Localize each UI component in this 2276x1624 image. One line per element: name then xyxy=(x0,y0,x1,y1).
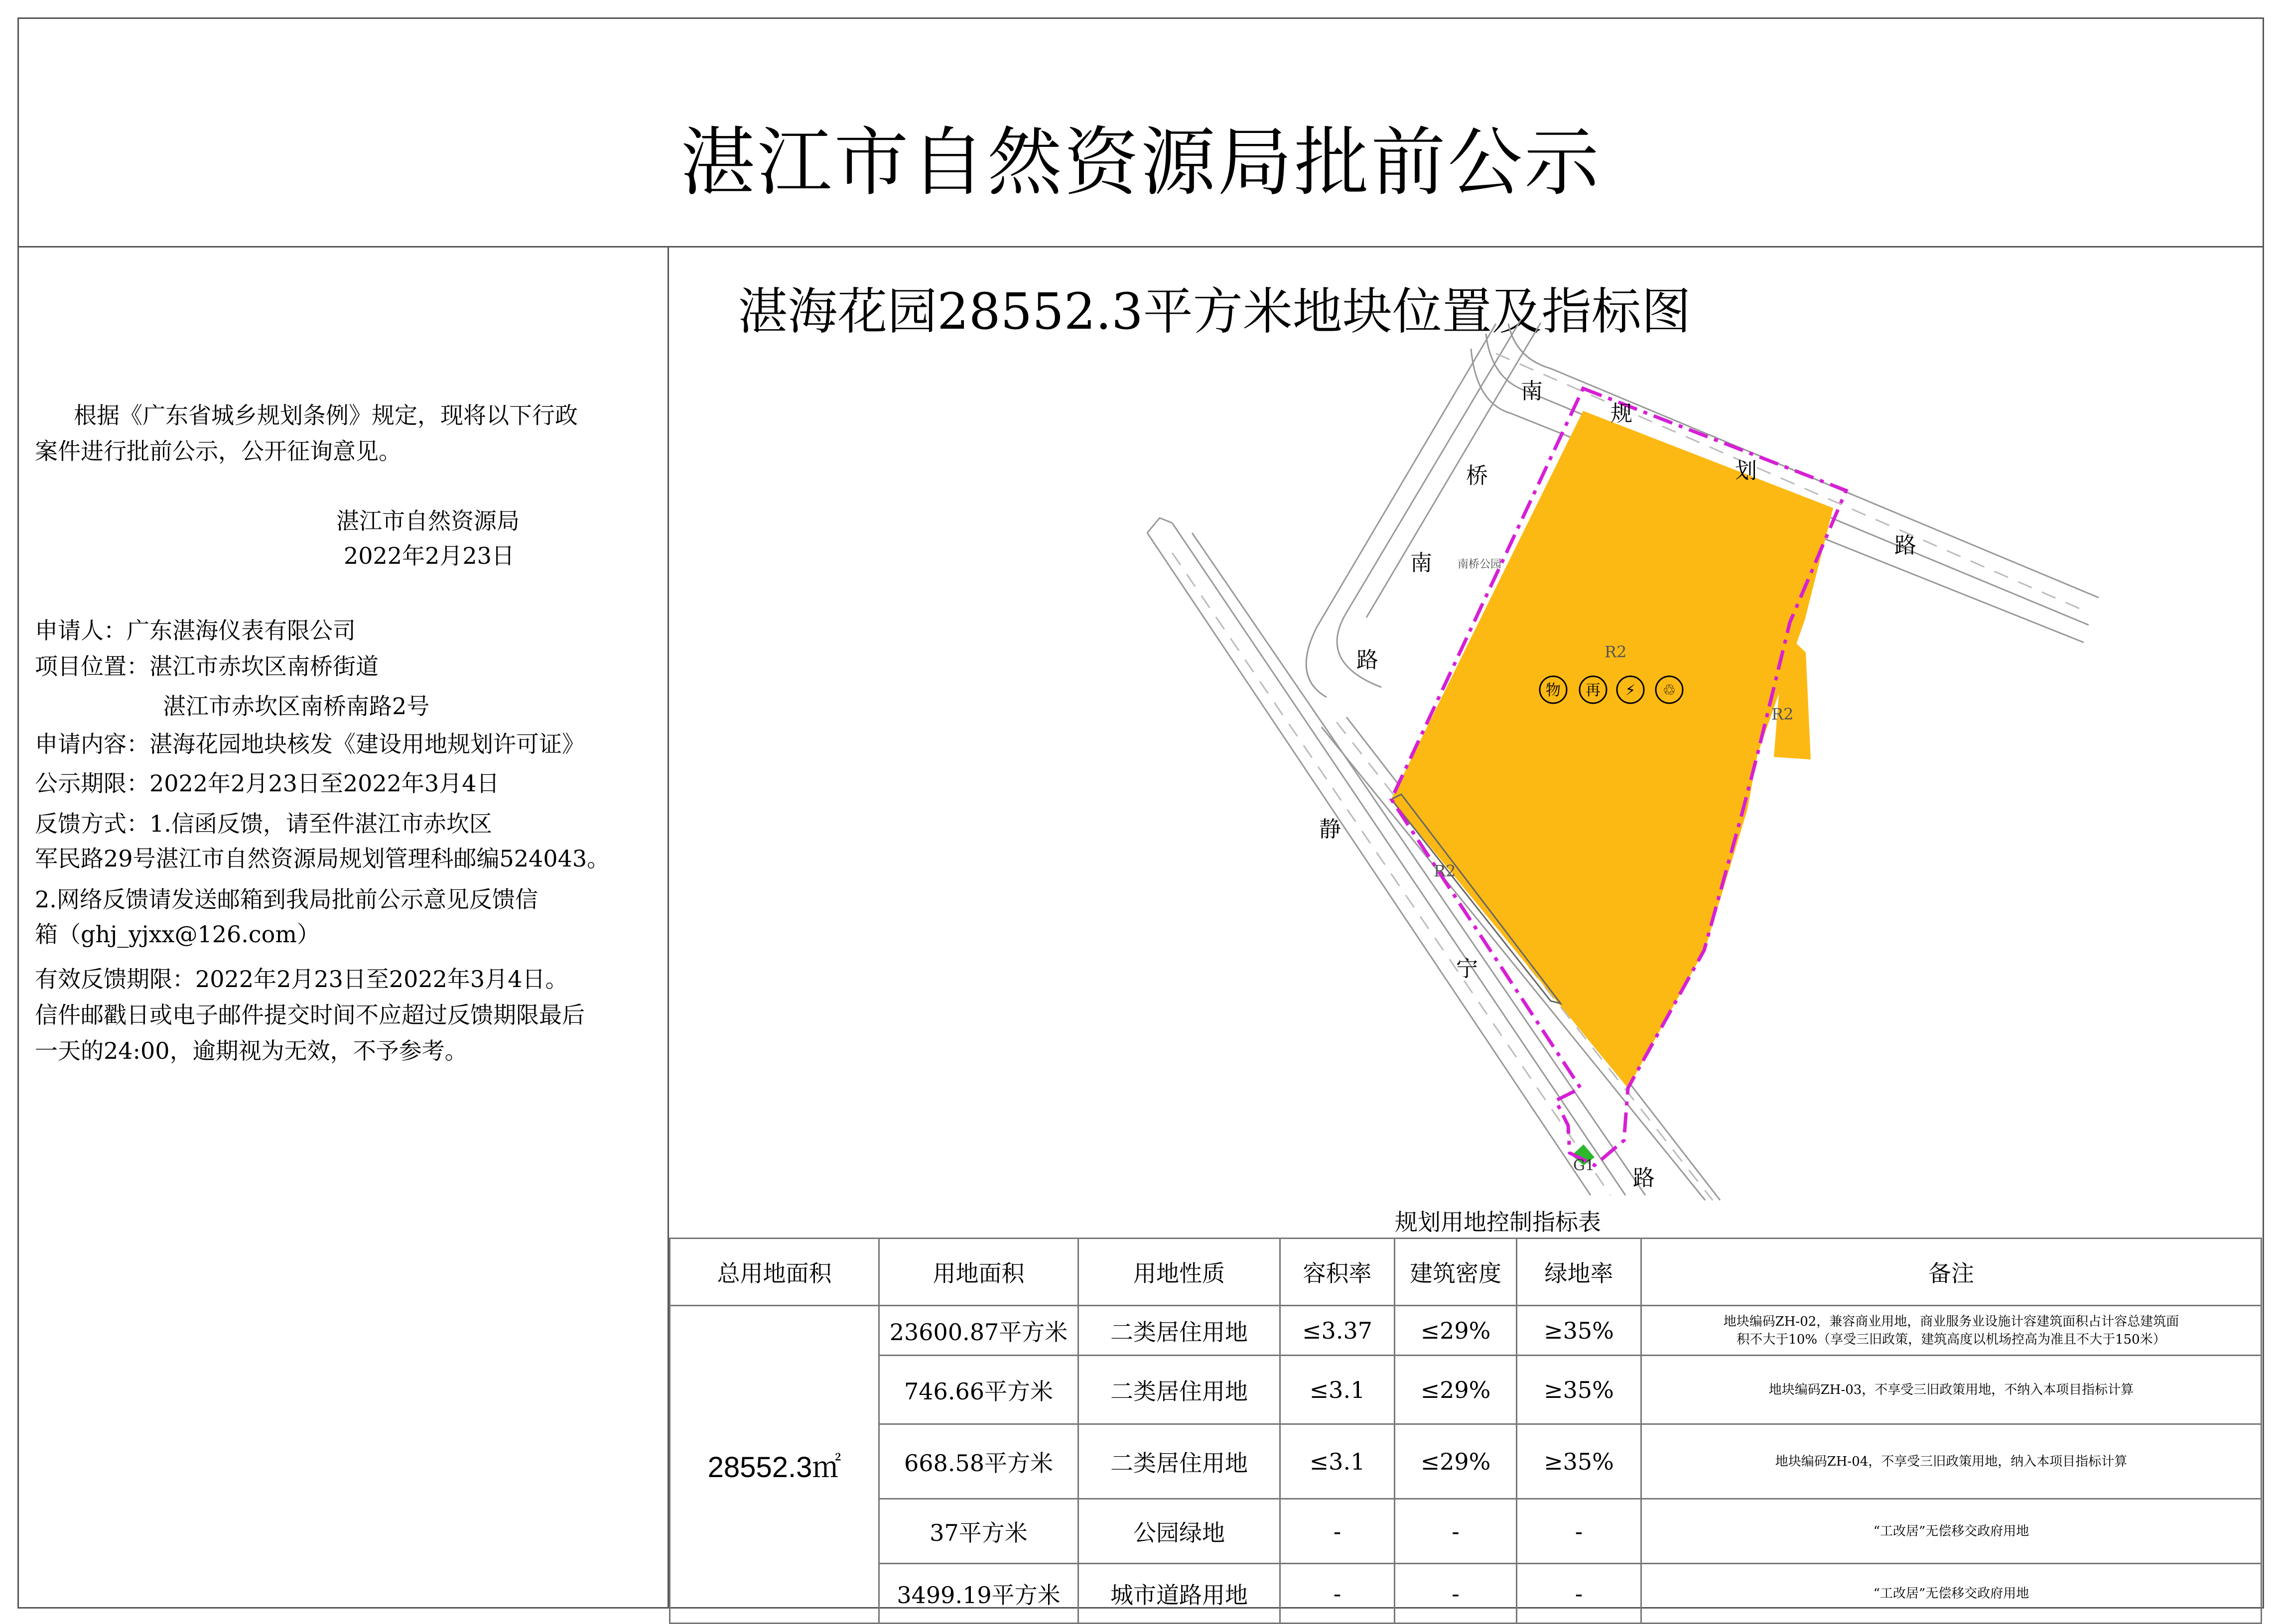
park-label: 南桥公园 xyxy=(1458,558,1502,571)
density-cell: ≤29% xyxy=(1395,1424,1517,1499)
remarks-cell: 地块编码ZH-04，不享受三旧政策用地，纳入本项目指标计算 xyxy=(1641,1424,2262,1499)
road-label-lu3: 路 xyxy=(1633,1165,1655,1191)
table-row xyxy=(670,1306,2262,1356)
table-row xyxy=(670,1424,2262,1499)
zone-label-strip: R2 xyxy=(1434,862,1456,880)
notice-intro-line2: 案件进行批前公示，公开征询意见。 xyxy=(35,438,402,465)
parcel-zh02 xyxy=(1391,411,1833,1088)
remarks-line: 积不大于10%（享受三旧政策，建筑高度以机场控高为准且不大于150米） xyxy=(1737,1332,2166,1347)
far-cell: - xyxy=(1280,1499,1395,1564)
area-cell: 668.58平方米 xyxy=(879,1424,1078,1499)
road-label-ning: 宁 xyxy=(1456,956,1478,982)
zone-label-main: R2 xyxy=(1605,642,1627,661)
road-label-nan1: 南 xyxy=(1521,378,1543,404)
notice-date: 2022年2月23日 xyxy=(344,542,515,569)
deadline-rule-cont: 一天的24:00，逾期视为无效，不予参考。 xyxy=(35,1037,468,1064)
density-cell: ≤29% xyxy=(1395,1306,1517,1356)
far-cell: ≤3.1 xyxy=(1280,1424,1395,1499)
notice-period: 公示期限：2022年2月23日至2022年3月4日 xyxy=(35,770,500,797)
road-label-gui: 规 xyxy=(1610,401,1632,426)
feedback-deadline: 有效反馈期限：2022年2月23日至2022年3月4日。 xyxy=(35,966,568,993)
land-use-cell: 二类居住用地 xyxy=(1078,1424,1280,1499)
feedback-email-line: 2.网络反馈请发送邮箱到我局批前公示意见反馈信 xyxy=(35,886,538,913)
road-label-qiao: 桥 xyxy=(1466,463,1488,489)
remarks-cell: “工改居”无偿移交政府用地 xyxy=(1641,1564,2262,1624)
area-cell: 746.66平方米 xyxy=(879,1356,1078,1424)
far-cell: ≤3.1 xyxy=(1280,1356,1395,1424)
feedback-method: 反馈方式：1.信函反馈，请至件湛江市赤坎区 xyxy=(35,810,492,837)
land-use-cell: 二类居住用地 xyxy=(1078,1356,1280,1424)
land-use-cell: 二类居住用地 xyxy=(1078,1306,1280,1356)
svg-text:再: 再 xyxy=(1586,682,1601,699)
svg-text:⚡: ⚡ xyxy=(1625,682,1636,699)
control-indicator-table xyxy=(669,1238,2262,1624)
land-use-cell: 城市道路用地 xyxy=(1078,1564,1280,1624)
road-label-hua: 划 xyxy=(1735,458,1757,484)
green-ratio-cell: ≥35% xyxy=(1517,1306,1641,1356)
green-ratio-cell: ≥35% xyxy=(1517,1356,1641,1424)
page-title: 湛江市自然资源局批前公示 xyxy=(680,120,1601,206)
notice-issuer: 湛江市自然资源局 xyxy=(336,507,520,534)
applicant: 申请人：广东湛海仪表有限公司 xyxy=(35,617,356,644)
application-content: 申请内容：湛海花园地块核发《建设用地规划许可证》 xyxy=(35,731,585,757)
map-title: 湛海花园28552.3平方米地块位置及指标图 xyxy=(738,282,1691,341)
green-ratio-cell: ≥35% xyxy=(1517,1424,1641,1499)
road-label-lu2: 路 xyxy=(1894,533,1916,558)
header-green-ratio: 绿地率 xyxy=(1517,1239,1641,1306)
notice-intro-line1: 根据《广东省城乡规划条例》规定，现将以下行政 xyxy=(74,402,578,429)
header-area: 用地面积 xyxy=(879,1239,1078,1306)
green-ratio-cell: - xyxy=(1517,1564,1641,1624)
feedback-address: 军民路29号湛江市自然资源局规划管理科邮编524043。 xyxy=(35,845,610,872)
zone-label-east: R2 xyxy=(1771,705,1794,724)
area-cell: 3499.19平方米 xyxy=(879,1564,1078,1624)
density-cell: - xyxy=(1395,1564,1517,1624)
remarks-line: 地块编码ZH-02，兼容商业用地，商业服务业设施计容建筑面积占计容总建筑面 xyxy=(1723,1314,2179,1329)
project-location-detail: 湛江市赤坎区南桥南路2号 xyxy=(163,693,430,720)
header-density: 建筑密度 xyxy=(1395,1239,1517,1306)
far-cell: - xyxy=(1280,1564,1395,1624)
site-map xyxy=(669,319,2263,1205)
density-cell: ≤29% xyxy=(1395,1356,1517,1424)
svg-text:物: 物 xyxy=(1546,682,1561,699)
header-land-use: 用地性质 xyxy=(1078,1239,1280,1306)
table-row xyxy=(670,1564,2262,1624)
zone-label-green: G1 xyxy=(1573,1157,1595,1174)
area-cell: 37平方米 xyxy=(879,1499,1078,1564)
header-remarks: 备注 xyxy=(1641,1239,2262,1306)
far-cell: ≤3.37 xyxy=(1280,1306,1395,1356)
title-bar xyxy=(17,17,2264,248)
table-row xyxy=(670,1499,2262,1564)
project-location: 项目位置：湛江市赤坎区南桥街道 xyxy=(35,653,379,680)
deadline-rule: 信件邮戳日或电子邮件提交时间不应超过反馈期限最后 xyxy=(35,1001,585,1028)
total-area-cell: 28552.3㎡ xyxy=(670,1306,879,1624)
green-ratio-cell: - xyxy=(1517,1499,1641,1564)
land-use-cell: 公园绿地 xyxy=(1078,1499,1280,1564)
remarks-cell: 地块编码ZH-03，不享受三旧政策用地，不纳入本项目指标计算 xyxy=(1641,1356,2262,1424)
header-total-area: 总用地面积 xyxy=(670,1239,879,1306)
road-label-jing: 静 xyxy=(1319,817,1341,842)
area-cell: 23600.87平方米 xyxy=(879,1306,1078,1356)
remarks-cell xyxy=(1641,1306,2262,1356)
svg-text:♲: ♲ xyxy=(1662,682,1676,699)
road-label-nan2: 南 xyxy=(1410,550,1432,576)
feedback-email: 箱（ghj_yjxx@126.com） xyxy=(35,921,320,948)
header-far: 容积率 xyxy=(1280,1239,1395,1306)
table-title: 规划用地控制指标表 xyxy=(1395,1209,1601,1236)
table-row xyxy=(670,1356,2262,1424)
table-header-row xyxy=(670,1239,2262,1306)
road-label-lu1: 路 xyxy=(1356,647,1378,673)
remarks-cell: “工改居”无偿移交政府用地 xyxy=(1641,1499,2262,1564)
density-cell: - xyxy=(1395,1499,1517,1564)
